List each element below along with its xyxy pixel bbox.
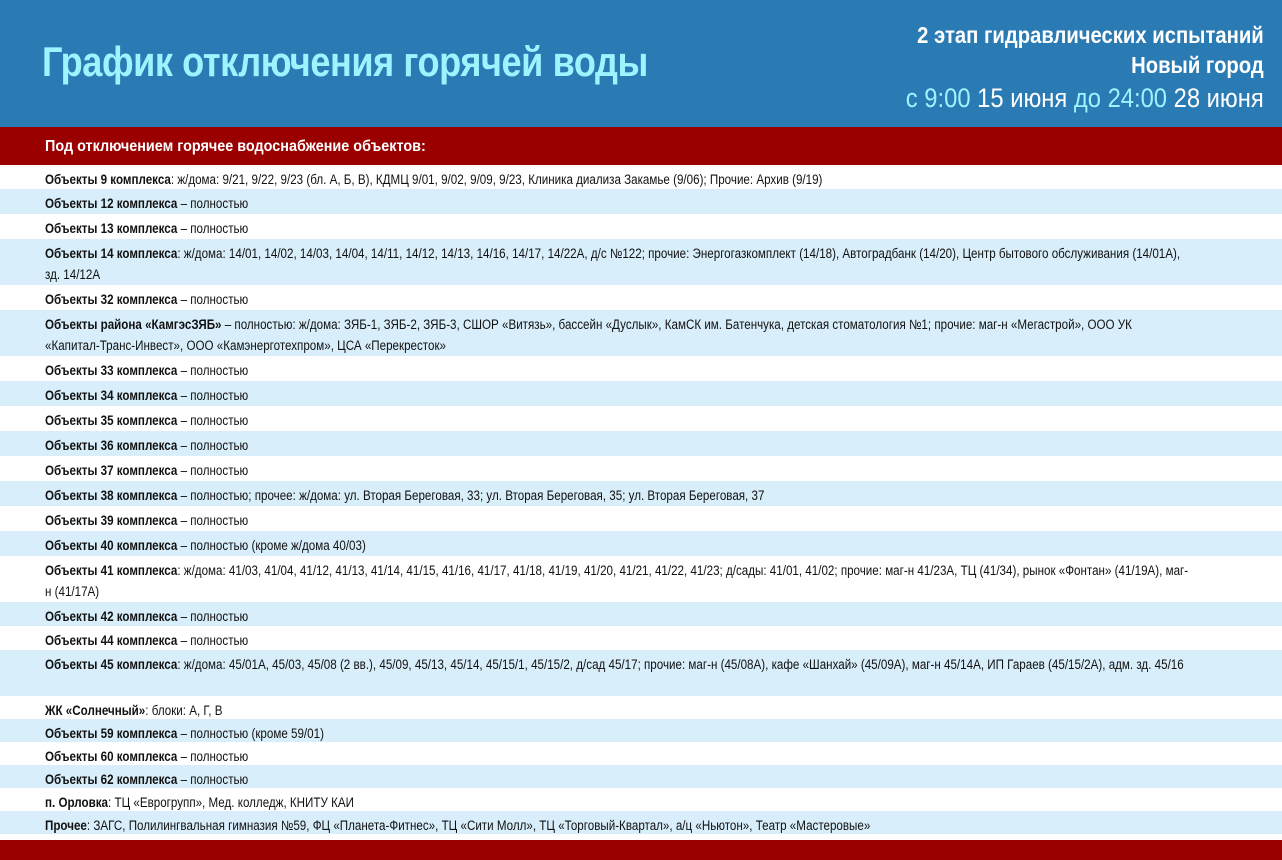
- item-detail: – полностью: [177, 463, 249, 478]
- item-detail: – полностью: [177, 633, 249, 648]
- item-name: п. Орловка: [45, 795, 109, 810]
- list-item: [0, 788, 1282, 811]
- item-detail: : ж/дома: 45/01А, 45/03, 45/08 (2 вв.), 45/09, 45/13, 45/14, 45/15/1, 45/15/2, д/сад 45/17; прочие: маг-н (45/08А), кафе «Шанхай» (45/09А), маг-н 45/14А, ИП Гараев (45/15/2А), адм. зд. 45/16: [177, 657, 1184, 672]
- item-name: Объекты 60 комплекса: [45, 749, 178, 764]
- list-item: [0, 285, 1282, 310]
- item-detail: – полностью: [177, 292, 249, 307]
- list-item: [0, 356, 1282, 381]
- list-item: [0, 310, 1282, 356]
- item-name: Объекты 44 комплекса: [45, 633, 178, 648]
- list-item: [0, 239, 1282, 285]
- list-item: [0, 189, 1282, 214]
- period-label: [906, 80, 1264, 116]
- item-name: Объекты 38 комплекса: [45, 488, 178, 503]
- list-item: [0, 602, 1282, 626]
- item-detail: – полностью: [177, 221, 249, 236]
- footer-bar: [0, 840, 1282, 860]
- list-item: [0, 811, 1282, 834]
- item-detail: – полностью: [177, 749, 249, 764]
- list-item: [0, 381, 1282, 406]
- list-item: [0, 531, 1282, 556]
- list-item: [0, 626, 1282, 650]
- item-detail: : блоки: А, Г, В: [145, 703, 223, 718]
- list-item: [0, 765, 1282, 788]
- period-from-date: 15 июня: [970, 83, 1068, 113]
- list-item: [0, 481, 1282, 506]
- item-name: Объекты 13 комплекса: [45, 221, 178, 236]
- item-detail: : ж/дома: 9/21, 9/22, 9/23 (бл. А, Б, В), КДМЦ 9/01, 9/02, 9/09, 9/23, Клиника диализа Закамье (9/06); Прочие: Архив (9/19): [170, 172, 823, 187]
- period-to-word: до: [1067, 83, 1108, 113]
- item-name: Объекты 36 комплекса: [45, 438, 178, 453]
- item-detail: – полностью: [177, 772, 249, 787]
- item-detail: – полностью: [177, 363, 249, 378]
- item-name: Объекты 33 комплекса: [45, 363, 178, 378]
- item-name: Объекты 12 комплекса: [45, 196, 178, 211]
- item-detail: – полностью: [177, 513, 249, 528]
- item-name: Прочее: [45, 818, 87, 833]
- list-item: [0, 506, 1282, 531]
- item-name: Объекты 37 комплекса: [45, 463, 178, 478]
- list-item: [0, 696, 1282, 719]
- item-name: Объекты 40 комплекса: [45, 538, 178, 553]
- item-detail: – полностью: [177, 438, 249, 453]
- item-name: Объекты 35 комплекса: [45, 413, 178, 428]
- item-detail: – полностью: [177, 196, 249, 211]
- period-from-time: 9:00: [924, 83, 971, 113]
- period-to-date: 28 июня: [1167, 83, 1264, 113]
- district-label: Новый город: [1131, 52, 1264, 78]
- list-item: [0, 742, 1282, 765]
- item-detail: : ж/дома: 14/01, 14/02, 14/03, 14/04, 14/11, 14/12, 14/13, 14/16, 14/17, 14/22А, д/с №122; прочие: Энергогазкомплект (14/18), Автоградбанк (14/20), Центр бытового обслуживания (14/01А), зд. 14/12А: [45, 246, 1181, 282]
- item-name: Объекты 45 комплекса: [45, 657, 178, 672]
- item-name: Объекты 39 комплекса: [45, 513, 178, 528]
- item-name: Объекты 41 комплекса: [45, 563, 178, 578]
- list-item: [0, 556, 1282, 602]
- list-item: [0, 456, 1282, 481]
- period-to-time: 24:00: [1107, 83, 1168, 113]
- item-name: Объекты 9 комплекса: [45, 172, 171, 187]
- item-name: Объекты 34 комплекса: [45, 388, 178, 403]
- list-item: [0, 650, 1282, 696]
- item-detail: – полностью (кроме 59/01): [177, 726, 324, 741]
- notice-text: Под отключением горячее водоснабжение объектов:: [45, 138, 426, 155]
- item-name: Объекты 59 комплекса: [45, 726, 178, 741]
- item-detail: : ЗАГС, Полилингвальная гимназия №59, ФЦ «Планета-Фитнес», ТЦ «Сити Молл», ТЦ «Торговый-Квартал», а/ц «Ньютон», Театр «Мастеровые»: [86, 818, 871, 833]
- item-name: Объекты 62 комплекса: [45, 772, 178, 787]
- item-detail: : ж/дома: 41/03, 41/04, 41/12, 41/13, 41/14, 41/15, 41/16, 41/17, 41/18, 41/19, 41/20, 41/21, 41/22, 41/23; д/сады: 41/01, 41/02; прочие: маг-н 41/23А, ТЦ (41/34), рынок «Фонтан» (41/19А), маг-н (41/17А): [45, 563, 1189, 599]
- item-detail: : ТЦ «Еврогрупп», Мед. колледж, КНИТУ КАИ: [108, 795, 354, 810]
- list-item: [0, 214, 1282, 239]
- item-detail: – полностью; прочее: ж/дома: ул. Вторая Береговая, 33; ул. Вторая Береговая, 35; ул. Вторая Береговая, 37: [177, 488, 765, 503]
- item-name: Объекты района «КамгэсЗЯБ»: [45, 317, 222, 332]
- item-name: Объекты 42 комплекса: [45, 609, 178, 624]
- item-detail: – полностью: [177, 609, 249, 624]
- list-item: [0, 431, 1282, 456]
- page-title: График отключения горячей воды: [42, 38, 648, 85]
- list-item: [0, 719, 1282, 742]
- item-detail: – полностью: [177, 388, 249, 403]
- period-from-word: с: [906, 83, 925, 113]
- item-name: ЖК «Солнечный»: [45, 703, 146, 718]
- list-item: [0, 406, 1282, 431]
- list-item: [0, 165, 1282, 189]
- item-name: Объекты 32 комплекса: [45, 292, 178, 307]
- schedule-info: [906, 20, 1264, 116]
- item-detail: – полностью: [177, 413, 249, 428]
- item-detail: – полностью: ж/дома: ЗЯБ-1, ЗЯБ-2, ЗЯБ-3, СШОР «Витязь», бассейн «Дуслык», КамСК им. Батенчука, детская стоматология №1; прочие: маг-н «Мегастрой», ООО УК «Капитал-Транс-Инвест», ООО «Камэнерготехпром», ЦСА «Перекресток»: [45, 317, 1132, 353]
- objects-list: [0, 165, 1282, 834]
- header-banner: [0, 0, 1282, 127]
- notice-bar: [0, 127, 1282, 165]
- item-detail: – полностью (кроме ж/дома 40/03): [177, 538, 366, 553]
- item-name: Объекты 14 комплекса: [45, 246, 178, 261]
- stage-label: 2 этап гидравлических испытаний: [917, 22, 1264, 48]
